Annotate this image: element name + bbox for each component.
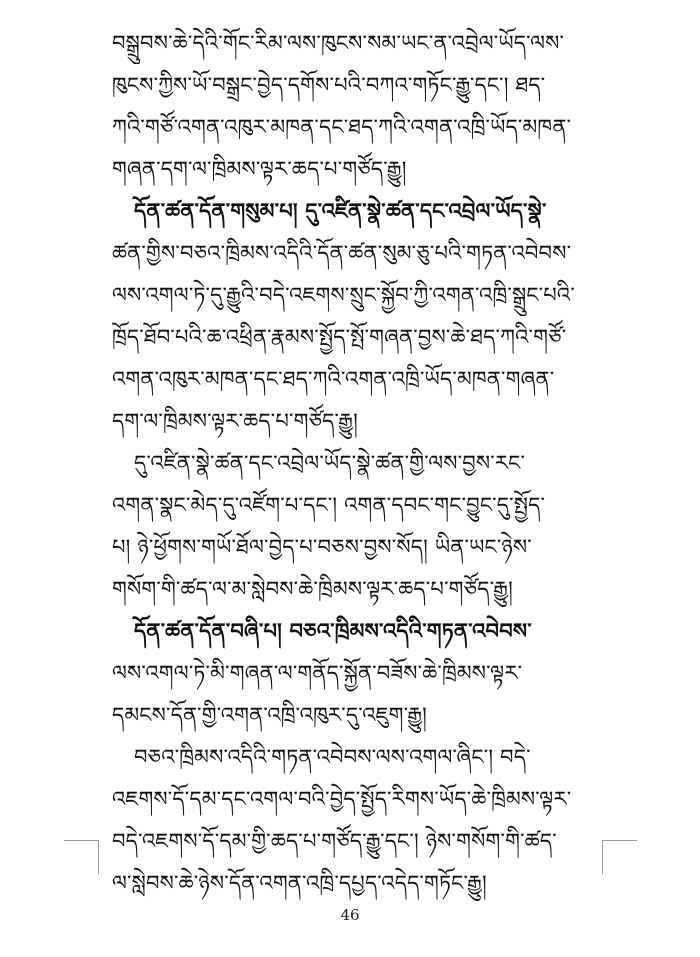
text-line-4: གཞན་དག་ལ་ཁྲིམས་ལྟར་ཆད་པ་གཙོད་རྒྱུ།: [112, 157, 407, 181]
article-heading-43: དོན་ཚན་དོན་གསུམ་པ། དུ་འཛིན་སྣེ་ཚན་དང་འབྲེལ་ཡོད་སྣེ་: [134, 198, 547, 223]
page-number: 46: [340, 906, 360, 924]
text-line-11: དུ་འཛིན་སྣེ་ཚན་དང་འབྲེལ་ཡོད་སྣེ་ཚན་གྱི་ལས་བྱས་རང་: [134, 451, 526, 475]
text-line-2: ཁུངས་ཀྱིས་ཡོ་བསྒྲང་བྱེད་དགོས་པའི་བཀའ་གཏོང་རྒྱུ་དང་། ཐད་: [112, 73, 546, 97]
text-line-3: ཀའི་གཙོ་འགན་འཁུར་མཁན་དང་ཐད་ཀའི་འགན་འཁྲི་ཡོད་མཁན་: [112, 115, 572, 139]
text-line-19: འཇགས་དོ་དམ་དང་འགལ་བའི་བྱེད་སྤྱོད་རིགས་ཡོད་ཆེ་ཁྲིམས་ལྟར་: [112, 787, 572, 811]
text-line-12: འགན་སྣང་མེད་དུ་འཛོག་པ་དང་། འགན་དབང་གང་བྱུང་དུ་སྤྱོད་: [112, 493, 546, 517]
crop-mark-right-h: [602, 840, 637, 841]
text-line-20: བདེ་འཇགས་དོ་དམ་གྱི་ཆད་པ་གཙོད་རྒྱུ་དང་། ཉེས་གསོག་གི་ཚད་: [112, 829, 557, 853]
text-line-6: ཚན་གྱིས་བཅའ་ཁྲིམས་འདིའི་དོན་ཚན་སུམ་ཅུ་པའི་གཏན་འབེབས་: [112, 241, 572, 265]
text-line-8: ཁྲོད་ཐོབ་པའི་ཆ་འཕྲིན་རྣམས་སྤྱོད་སྤོ་གཞན་བྱས་ཆེ་ཐད་ཀའི་གཙོ་: [112, 325, 567, 349]
crop-mark-left-h: [64, 840, 99, 841]
text-line-13: པ། ཉེ་ཕྱོགས་གཡོ་ཐོལ་བྱེད་པ་བཅས་བྱས་སོད། ཡིན་ཡང་ཉེས་: [112, 535, 532, 559]
text-line-17: དམངས་དོན་གྱི་འགན་འཁྲི་འཁུར་དུ་འཇུག་རྒྱུ།: [112, 703, 428, 727]
body-text: [112, 22, 580, 904]
text-line-14: གསོག་གི་ཚད་ལ་མ་སླེབས་ཆེ་ཁྲིམས་ལྟར་ཆད་པ་གཙོད་རྒྱུ།: [112, 577, 513, 601]
text-line-16: ལས་འགལ་ཏེ་མི་གཞན་ལ་གནོད་སྐྱོན་བཟོས་ཆེ་ཁྲིམས་ལྟར་: [112, 661, 523, 685]
text-line-9: འགན་འཁུར་མཁན་དང་ཐད་ཀའི་འགན་འཁྲི་ཡོད་མཁན་གཞན་: [112, 367, 555, 391]
text-line-18: བཅའ་ཁྲིམས་འདིའི་གཏན་འབེབས་ལས་འགལ་ཞིང་། བདེ་: [134, 745, 531, 769]
article-heading-44: དོན་ཚན་དོན་བཞི་པ། བཅའ་ཁྲིམས་འདིའི་གཏན་འབེབས་: [134, 618, 532, 643]
crop-mark-left: [98, 840, 99, 874]
text-line-1: བསྒྲུབས་ཆེ་དེའི་གོང་རིམ་ལས་ཁུངས་སམ་ཡང་ན་འབྲེལ་ཡོད་ལས་: [112, 31, 565, 55]
text-line-21: ལ་སླེབས་ཆེ་ཉེས་དོན་འགན་འཁྲི་དཔྱད་འདེད་གཏོང་རྒྱུ།: [112, 871, 487, 895]
text-line-7: ལས་འགལ་ཏེ་དུ་རྒྱུའི་བདེ་འཇགས་སྲུང་སྐྱོབ་ཀྱི་འགན་འཁྲི་སྒྲུང་པའི་: [112, 283, 575, 307]
text-line-10: དག་ལ་ཁྲིམས་ལྟར་ཆད་པ་གཙོད་རྒྱུ།: [112, 409, 358, 433]
crop-mark-right: [602, 840, 603, 874]
